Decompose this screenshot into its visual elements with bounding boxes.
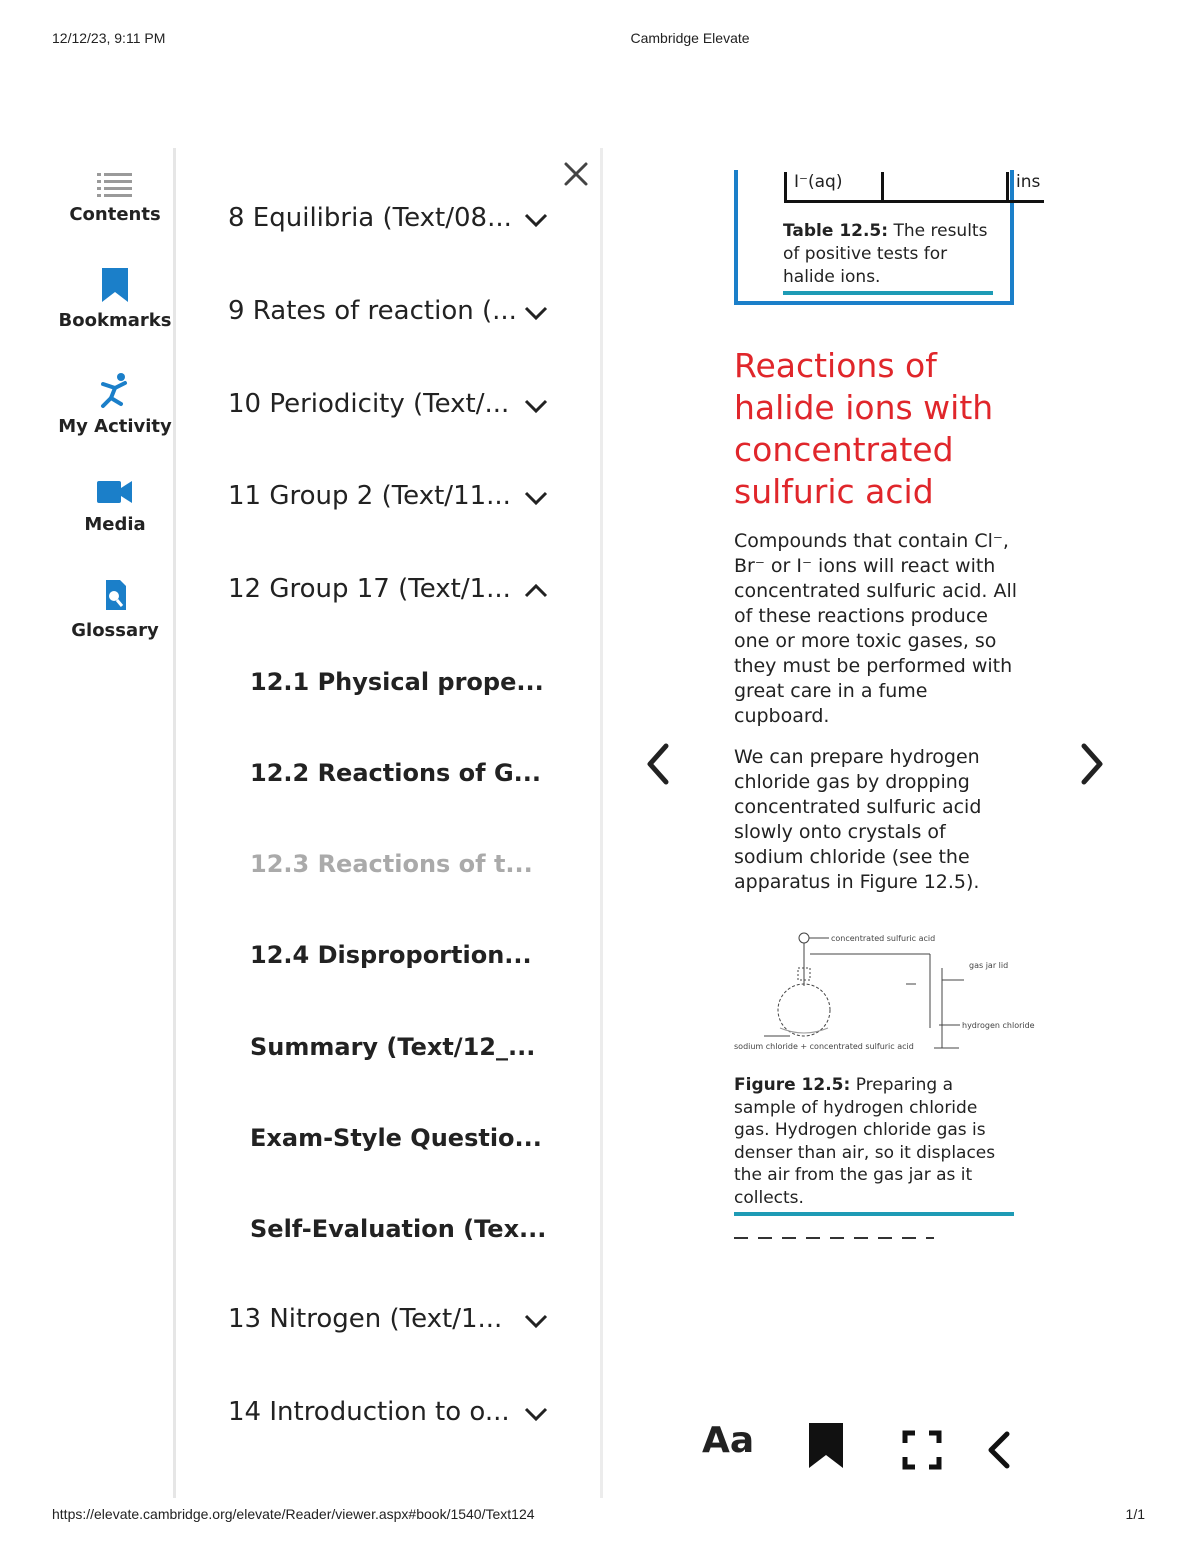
rail-media-label: Media xyxy=(84,514,146,535)
toc-item-chapter-8[interactable]: 8 Equilibria (Text/08... xyxy=(228,203,512,233)
rail-bookmarks-label: Bookmarks xyxy=(58,310,172,331)
chevron-down-icon[interactable] xyxy=(522,488,550,508)
chevron-down-icon[interactable] xyxy=(522,1404,550,1424)
rail-glossary-label: Glossary xyxy=(71,620,159,641)
toc-subitem-12-1[interactable]: 12.1 Physical prope... xyxy=(250,668,544,696)
list-icon xyxy=(97,170,133,198)
toc-item-chapter-13[interactable]: 13 Nitrogen (Text/1... xyxy=(228,1304,503,1334)
toc-item-chapter-14[interactable]: 14 Introduction to o... xyxy=(228,1397,510,1427)
toc-item-chapter-12[interactable]: 12 Group 17 (Text/1... xyxy=(228,574,511,604)
body-paragraph-2: We can prepare hydrogen chloride gas by dropping concentrated sulfuric acid slowly onto crystals of sodium chloride (see the apparatus in Figure 12.5). xyxy=(734,746,982,893)
toc-subitem-12-4[interactable]: 12.4 Disproportion... xyxy=(250,941,532,969)
table-cell-ion: I⁻(aq) xyxy=(794,172,843,192)
table-cell-result: ins xyxy=(1016,172,1041,192)
figure-label-jar: gas jar lid xyxy=(969,961,1009,970)
fullscreen-icon[interactable] xyxy=(902,1422,942,1478)
rail-my-activity[interactable] xyxy=(55,370,175,437)
figure-caption-label: Figure 12.5: xyxy=(734,1075,851,1095)
chevron-down-icon[interactable] xyxy=(522,303,550,323)
chevron-down-icon[interactable] xyxy=(522,210,550,230)
chevron-up-icon[interactable] xyxy=(522,581,550,601)
figure-label-hcl: hydrogen chloride xyxy=(962,1021,1035,1030)
glossary-search-icon xyxy=(100,578,130,614)
figure-caption xyxy=(734,1074,1014,1209)
bookmark-page-icon[interactable] xyxy=(806,1418,846,1474)
figure-label-nacl: sodium chloride + concentrated sulfuric acid xyxy=(734,1042,914,1051)
toc-item-chapter-10[interactable]: 10 Periodicity (Text/... xyxy=(228,389,510,419)
next-page-icon[interactable] xyxy=(1076,742,1106,786)
toc-subitem-summary[interactable]: Summary (Text/12_... xyxy=(250,1033,536,1061)
apparatus-figure xyxy=(734,928,1035,1058)
activity-icon xyxy=(95,370,135,410)
chevron-down-icon[interactable] xyxy=(522,396,550,416)
rail-glossary[interactable] xyxy=(55,578,175,641)
print-title: Cambridge Elevate xyxy=(630,30,750,46)
table-caption-label: Table 12.5: xyxy=(783,221,889,241)
toc-subitem-12-2[interactable]: 12.2 Reactions of G... xyxy=(250,759,541,787)
print-url: https://elevate.cambridge.org/elevate/Reader/viewer.aspx#book/1540/Text124 xyxy=(52,1506,535,1522)
truncated-text xyxy=(734,1234,934,1240)
table-caption-text: The results of positive tests for halide ions. xyxy=(783,221,988,287)
toc-subitem-12-3-current[interactable]: 12.3 Reactions of t... xyxy=(250,850,533,878)
font-size-button[interactable]: Aa xyxy=(702,1420,755,1461)
caption-rule xyxy=(783,291,993,295)
back-chevron-icon[interactable] xyxy=(985,1422,1015,1478)
toc-item-chapter-11[interactable]: 11 Group 2 (Text/11... xyxy=(228,481,511,511)
video-camera-icon xyxy=(97,478,133,508)
rail-media[interactable] xyxy=(55,478,175,535)
previous-page-icon[interactable] xyxy=(644,742,674,786)
print-date: 12/12/23, 9:11 PM xyxy=(52,30,166,46)
body-paragraph-1: Compounds that contain Cl⁻, Br⁻ or I⁻ ions will react with concentrated sulfuric acid. All of these reactions produce one or more toxic gases, so they must be performed with great care in a fume cupboard. xyxy=(734,530,1018,727)
rail-contents[interactable] xyxy=(55,170,175,225)
figure-label-acid: concentrated sulfuric acid xyxy=(831,934,936,943)
rail-my-activity-label: My Activity xyxy=(58,416,172,437)
toc-item-chapter-9[interactable]: 9 Rates of reaction (... xyxy=(228,296,517,326)
toc-subitem-exam-questions[interactable]: Exam-Style Questio... xyxy=(250,1124,542,1152)
figure-caption-text: Preparing a sample of hydrogen chloride gas. Hydrogen chloride gas is denser than air, so it displaces the air from the gas jar as it collects. xyxy=(734,1075,996,1208)
rail-contents-label: Contents xyxy=(69,204,161,225)
close-icon[interactable] xyxy=(560,158,592,190)
rail-bookmarks[interactable] xyxy=(55,268,175,331)
figure-rule xyxy=(734,1212,1014,1216)
toc-divider xyxy=(600,148,603,1498)
chevron-down-icon[interactable] xyxy=(522,1311,550,1331)
bookmark-icon xyxy=(100,268,130,304)
print-page-number: 1/1 xyxy=(1125,1506,1145,1522)
table-row xyxy=(784,172,1044,204)
table-caption xyxy=(783,220,998,289)
section-heading: Reactions of halide ions with concentrated sulfuric acid xyxy=(734,346,994,511)
rail-divider xyxy=(173,148,176,1498)
toc-subitem-self-evaluation[interactable]: Self-Evaluation (Tex... xyxy=(250,1215,547,1243)
